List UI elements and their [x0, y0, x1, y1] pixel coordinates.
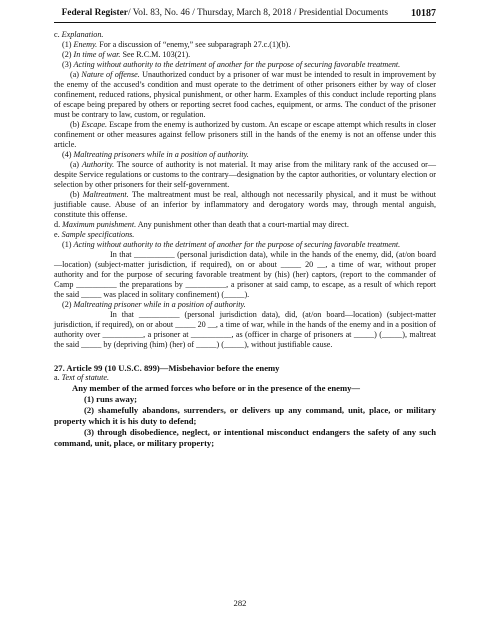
paragraph-nature-of-offense: (a) Nature of offense. Unauthorized conduct by a prisoner of war must be intended to result in improvement by the enemy of the accused’s condition and must operate to the detriment of other prisoners either by way of closer confinement, reduced rations, physical punishment, or other harm. Examples of this conduct include reporting plans of escape being prepared by others or reporting secret food caches, equipment, or arms. The conduct of the prisoner must be contrary to law, custom, or regulation. — [54, 70, 437, 119]
item-maltreating-prisoners: (4) Maltreating prisoners while in a position of authority. — [62, 150, 249, 159]
section-a-heading: a. Text of statute. — [54, 373, 109, 382]
spec-2-text: In that __________ (personal jurisdiction data), did, (at/on board—location) (subject-matter jurisdiction, if required), on or about _____ 20 __, a time of war, while in the hands of the enemy and in a position of authority over __________, a prisoner at __________, as (officer in charge of prisoners at _____) (_____), maltreat the said _____ by (depriving (him) (her) of _____) (_____), without justifiable cause. — [54, 310, 436, 349]
paragraph-maltreatment: (b) Maltreatment. The maltreatment must be real, although not necessarily physical, and it must be without justifiable cause. Abuse of an inferior by inflammatory and derogatory words may, through mental anguish, constitute this offense. — [54, 190, 437, 219]
statute-intro: Any member of the armed forces who before or in the presence of the enemy— — [72, 383, 360, 393]
paragraph-escape: (b) Escape. Escape from the enemy is authorized by custom. An escape or escape attempt which results in closer confinement or other measures against fellow prisoners still in the hands of the enemy is not an offense under this article. — [54, 120, 437, 149]
statute-clause-1: (1) runs away; — [84, 394, 137, 404]
spec-2-heading: (2) Maltreating prisoner while in a position of authority. — [62, 300, 246, 309]
statute-clause-2: (2) shamefully abandons, surrenders, or delivers up any command, unit, place, or military property which it is his duty to defend; — [54, 405, 436, 426]
page-header — [54, 6, 436, 23]
article-99-heading: 27. Article 99 (10 U.S.C. 899)—Misbehavior before the enemy — [54, 363, 280, 373]
header-page-number: 10187 — [411, 8, 436, 19]
item-enemy: (1) Enemy. For a discussion of “enemy,” see subparagraph 27.c.(1)(b). — [62, 40, 291, 49]
spec-1-heading: (1) Acting without authority to the detriment of another for the purpose of securing favorable treatment. — [62, 240, 401, 249]
journal-name: Federal Register — [61, 8, 128, 18]
section-d-maximum-punishment: d. Maximum punishment. Any punishment other than death that a court-martial may direct. — [54, 220, 349, 229]
section-c-heading: c. Explanation. — [54, 30, 104, 39]
statute-clause-3: (3) through disobedience, neglect, or intentional misconduct endangers the safety of any such command, unit, place, or military property; — [54, 427, 436, 448]
paragraph-authority: (a) Authority. The source of authority is not material. It may arise from the military rank of the accused or—despite Service regulations or customs to the contrary—designation by the captor authorities, or voluntary election or selection by other prisoners for their self-government. — [54, 160, 437, 189]
header-title — [54, 8, 388, 18]
spacer — [54, 350, 436, 363]
section-e-heading: e. Sample specifications. — [54, 230, 135, 239]
page-footer-number: 282 — [233, 598, 247, 608]
issue-details: / Vol. 83, No. 46 / Thursday, March 8, 2018 / Presidential Documents — [127, 8, 388, 18]
item-acting-without-authority: (3) Acting without authority to the detriment of another for the purpose of securing favorable treatment. — [62, 60, 401, 69]
spec-1-text: In that __________ (personal jurisdiction data), while in the hands of the enemy, did, (at/on board—location) (subject-matter jurisdiction, if required), on or about _____ 20 __, a time of war, without proper authority and for the purpose of securing favorable treatment by (his) (her) captors, (report to the commander of Camp __________ the preparations by __________, a prisoner at said camp, to escape, as a result of which report the said _____ was placed in solitary confinement) (_____). — [54, 250, 436, 299]
document-body — [54, 30, 436, 449]
item-time-of-war: (2) In time of war. See R.C.M. 103(21). — [62, 50, 191, 59]
